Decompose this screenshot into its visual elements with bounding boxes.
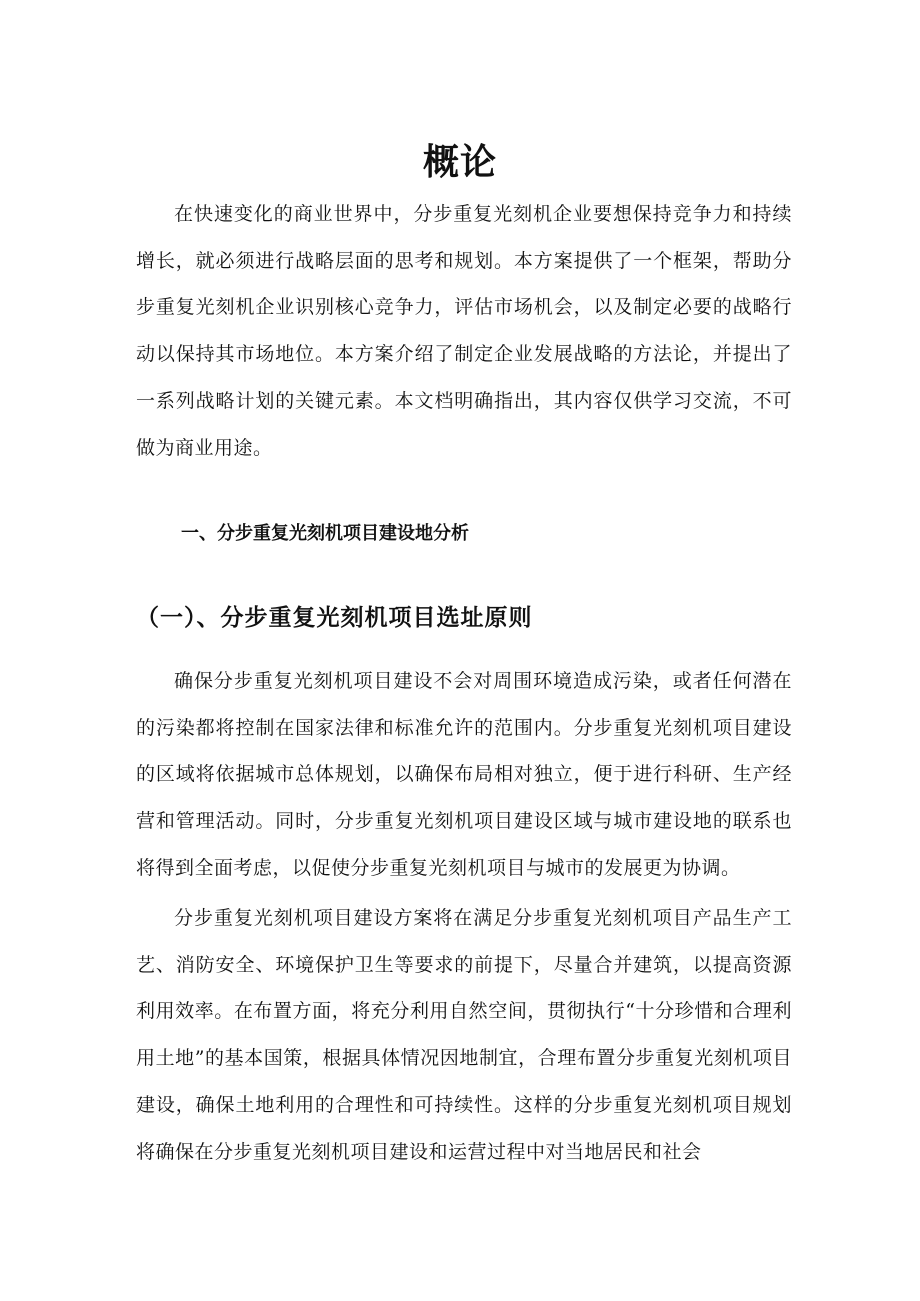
intro-paragraph: 在快速变化的商业世界中，分步重复光刻机企业要想保持竞争力和持续增长，就必须进行战略层面的思考和规划。本方案提供了一个框架，帮助分步重复光刻机企业识别核心竞争力，评估市场机会，以及制定必要的战略行动以保持其市场地位。本方案介绍了制定企业发展战略的方法论，并提出了一系列战略计划的关键元素。本文档明确指出，其内容仅供学习交流，不可做为商业用途。 <box>136 203 792 459</box>
body-paragraph-1: 确保分步重复光刻机项目建设不会对周围环境造成污染，或者任何潜在的污染都将控制在国家法律和标准允许的范围内。分步重复光刻机项目建设的区域将依据城市总体规划，以确保布局相对独立，便于进行科研、生产经营和管理活动。同时，分步重复光刻机项目建设区域与城市建设地的联系也将得到全面考虑，以促使分步重复光刻机项目与城市的发展更为协调。 <box>136 670 792 879</box>
subsection-heading: （一）、分步重复光刻机项目选址原则 <box>136 605 533 631</box>
body-paragraph-2: 分步重复光刻机项目建设方案将在满足分步重复光刻机项目产品生产工艺、消防安全、环境保护卫生等要求的前提下，尽量合并建筑，以提高资源利用效率。在布置方面，将充分利用自然空间，贯彻执行“十分珍惜和合理利用土地”的基本国策，根据具体情况因地制宜，合理布置分步重复光刻机项目建设，确保土地利用的合理性和可持续性。这样的分步重复光刻机项目规划将确保在分步重复光刻机项目建设和运营过程中对当地居民和社会 <box>136 907 792 1163</box>
document-title: 概论 <box>422 142 497 184</box>
section-heading: 一、分步重复光刻机项目建设地分析 <box>181 523 469 544</box>
